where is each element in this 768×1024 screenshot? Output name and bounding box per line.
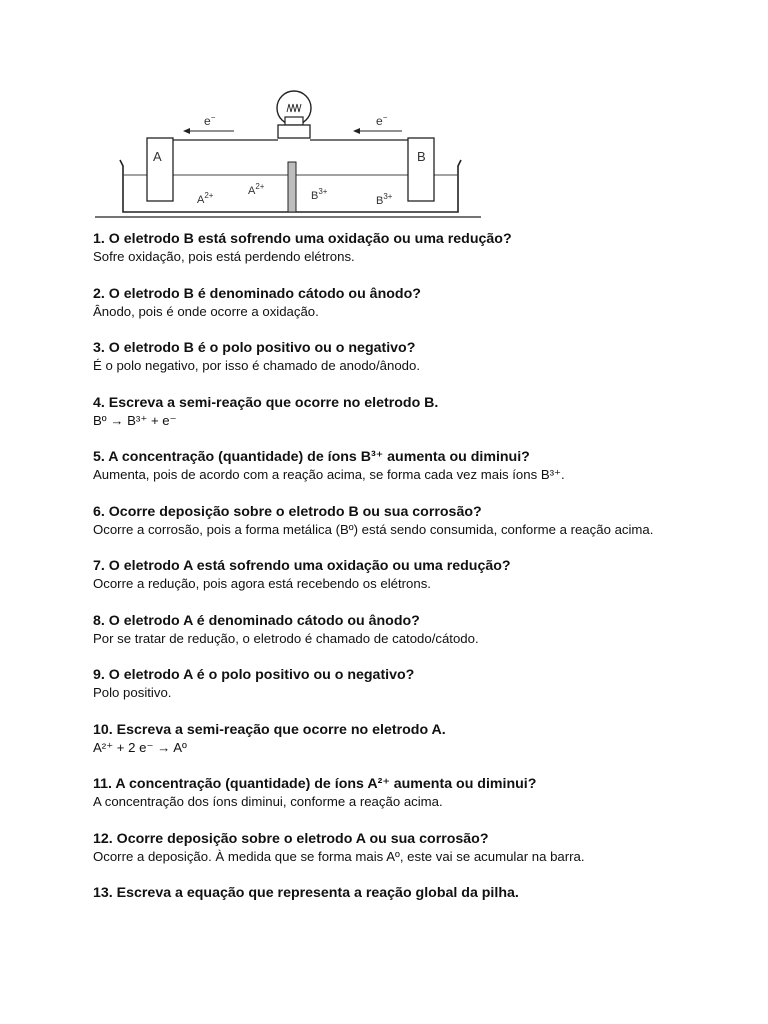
answer-text: Ânodo, pois é onde ocorre a oxidação.: [93, 303, 319, 319]
porous-wall: [288, 162, 296, 212]
question-text: 5. A concentração (quantidade) de íons B³⁺ aumenta ou diminui?: [93, 449, 530, 465]
answer-text: Ocorre a deposição. À medida que se forma mais Aº, este vai se acumular na barra.: [93, 848, 585, 864]
answer-text: A²⁺ + 2 e⁻ → Aº: [93, 739, 187, 755]
question-text: 8. O eletrodo A é denominado cátodo ou ânodo?: [93, 612, 420, 629]
answer-text: Sofre oxidação, pois está perdendo elétrons.: [93, 249, 355, 264]
ion-b-label: $B^{3+}$: [311, 187, 328, 202]
electrode-a: [147, 138, 173, 201]
question-text: 2. O eletrodo B é denominado cátodo ou ânodo?: [93, 285, 421, 302]
qa-item: [93, 230, 733, 266]
qa-item: [93, 830, 733, 866]
answer-text: Ocorre a corrosão, pois a forma metálica (Bº) está sendo consumida, conforme a reação acima.: [93, 521, 654, 537]
answer-text: É o polo negativo, por isso é chamado de anodo/ânodo.: [93, 358, 420, 373]
qa-item: [93, 285, 733, 321]
qa-item: [93, 721, 733, 757]
electrode-b: [408, 138, 434, 201]
qa-item: [93, 448, 733, 484]
question-text: 12. Ocorre deposição sobre o eletrodo A ou sua corrosão?: [93, 830, 489, 847]
question-text: 6. Ocorre deposição sobre o eletrodo B ou sua corrosão?: [93, 503, 482, 520]
ion-b-label: $B^{3+}$: [376, 192, 393, 207]
answer-text: Polo positivo.: [93, 685, 172, 700]
question-text: 7. O eletrodo A está sofrendo uma oxidação ou uma redução?: [93, 558, 511, 574]
answer-text: Aumenta, pois de acordo com a reação acima, se forma cada vez mais íons B³⁺.: [93, 467, 565, 482]
electron-arrow-left: [183, 128, 234, 134]
question-text: 4. Escreva a semi-reação que ocorre no eletrodo B.: [93, 394, 439, 411]
qa-item: [93, 503, 733, 539]
answer-text: Bº → B³⁺ + e⁻: [93, 412, 177, 428]
question-text: 9. O eletrodo A é o polo positivo ou o negativo?: [93, 667, 415, 683]
electrode-a-label: A: [153, 149, 162, 164]
galvanic-cell-diagram: [0, 0, 768, 225]
qa-item: [93, 339, 733, 375]
qa-item: [93, 612, 733, 648]
electron-arrow-right: [353, 128, 402, 134]
question-list: [93, 230, 733, 921]
question-text: 3. O eletrodo B é o polo positivo ou o negativo?: [93, 340, 416, 356]
wire: [160, 138, 278, 140]
light-bulb-icon: [277, 91, 311, 138]
question-text: 1. O eletrodo B está sofrendo uma oxidação ou uma redução?: [93, 231, 512, 247]
qa-item: [93, 775, 733, 811]
electron-label-right: e−: [376, 113, 388, 128]
qa-item: [93, 884, 733, 902]
ion-a-label: $A^{2+}$: [248, 182, 265, 197]
answer-text: Ocorre a redução, pois agora está recebendo os elétrons.: [93, 576, 431, 591]
qa-item: [93, 394, 733, 430]
electrode-b-label: B: [417, 149, 426, 164]
question-text: 11. A concentração (quantidade) de íons A²⁺ aumenta ou diminui?: [93, 776, 537, 792]
ion-a-label: $A^{2+}$: [197, 191, 214, 206]
answer-text: Por se tratar de redução, o eletrodo é chamado de catodo/cátodo.: [93, 630, 479, 646]
qa-item: [93, 557, 733, 593]
electron-label-left: e−: [204, 113, 216, 128]
question-text: 13. Escreva a equação que representa a reação global da pilha.: [93, 885, 519, 901]
question-text: 10. Escreva a semi-reação que ocorre no eletrodo A.: [93, 721, 446, 738]
qa-item: [93, 666, 733, 702]
wire: [310, 138, 421, 140]
answer-text: A concentração dos íons diminui, conforme a reação acima.: [93, 794, 443, 809]
